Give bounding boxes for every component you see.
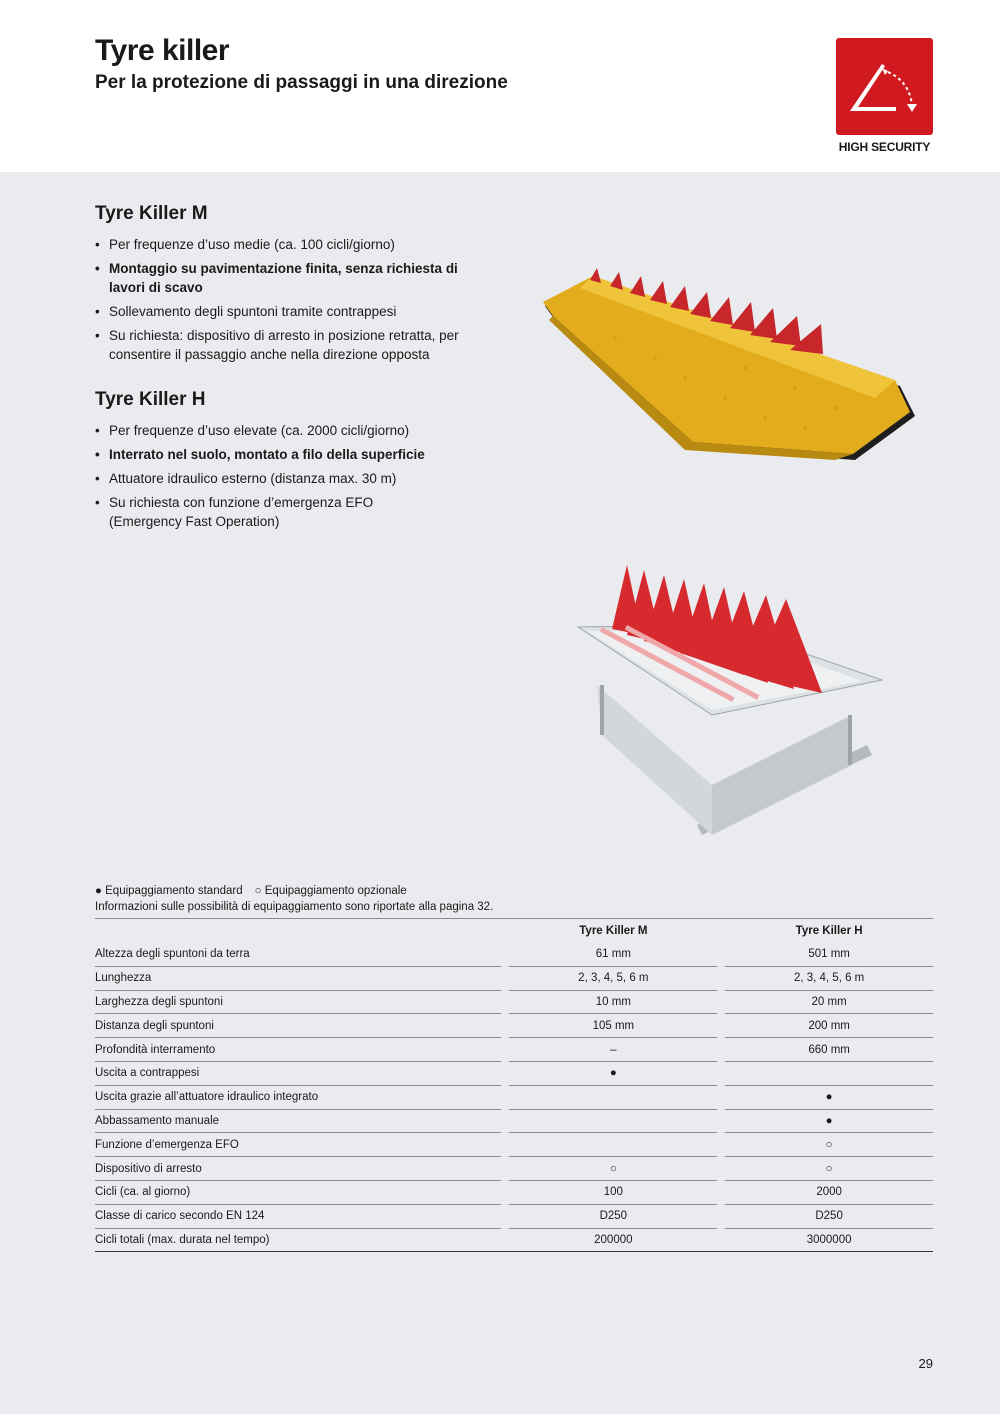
- barrier-angle-icon: [836, 38, 933, 135]
- value-h: 660 mm: [725, 1038, 933, 1062]
- bullet-list-m: [95, 235, 515, 369]
- column-header-m: Tyre Killer M: [579, 924, 648, 937]
- value-h: 200 mm: [725, 1014, 933, 1038]
- row-label: Uscita grazie all’attuatore idraulico integrato: [95, 1085, 501, 1109]
- value-h: ●: [725, 1085, 933, 1109]
- table-row: [95, 1109, 933, 1133]
- bullet-item: • Su richiesta: dispositivo di arresto in posizione retratta, per consentire il passaggio anche nella direzione opposta: [95, 326, 505, 364]
- value-m: 105 mm: [509, 1014, 717, 1038]
- value-m: 10 mm: [509, 990, 717, 1014]
- high-security-label: HIGH SECURITY: [838, 140, 931, 154]
- table-row: [95, 1228, 933, 1252]
- bullet-list-h: [95, 421, 515, 536]
- value-m: [509, 1109, 717, 1133]
- value-h: 2000: [725, 1180, 933, 1204]
- table-row: [95, 1180, 933, 1204]
- value-h: 501 mm: [725, 943, 933, 967]
- tyre-killer-m-image: [535, 268, 925, 468]
- row-label: Lunghezza: [95, 966, 501, 990]
- row-label: Uscita a contrappesi: [95, 1061, 501, 1085]
- value-h: [725, 1061, 933, 1085]
- value-m: 100: [509, 1180, 717, 1204]
- row-label: Profondità interramento: [95, 1038, 501, 1062]
- bullet-item: • Attuatore idraulico esterno (distanza max. 30 m): [95, 469, 515, 488]
- value-m: –: [509, 1038, 717, 1062]
- value-h: 2, 3, 4, 5, 6 m: [725, 966, 933, 990]
- page-header: [0, 0, 1000, 172]
- row-label: Cicli totali (max. durata nel tempo): [95, 1228, 501, 1252]
- table-row: [95, 1085, 933, 1109]
- legend-note: Informazioni sulle possibilità di equipaggiamento sono riportate alla pagina 32.: [95, 901, 494, 913]
- row-label: Altezza degli spuntoni da terra: [95, 943, 501, 967]
- page-subtitle: Per la protezione di passaggi in una direzione: [95, 72, 508, 93]
- row-label: Cicli (ca. al giorno): [95, 1180, 501, 1204]
- bullet-item: • Interrato nel suolo, montato a filo della superficie: [95, 445, 515, 464]
- value-h: ○: [725, 1133, 933, 1157]
- bullet-item: • Per frequenze d’uso elevate (ca. 2000 cicli/giorno): [95, 421, 515, 440]
- table-header-row: [95, 919, 933, 943]
- bullet-item: • Su richiesta con funzione d’emergenza EFO (Emergency Fast Operation): [95, 493, 415, 531]
- row-label: Funzione d’emergenza EFO: [95, 1133, 501, 1157]
- table-row: [95, 1061, 933, 1085]
- table-row: [95, 1133, 933, 1157]
- column-header-h: Tyre Killer H: [795, 924, 863, 937]
- value-m: 61 mm: [509, 943, 717, 967]
- legend: [95, 883, 493, 915]
- row-label: Distanza degli spuntoni: [95, 1014, 501, 1038]
- bullet-item: • Per frequenze d’uso medie (ca. 100 cicli/giorno): [95, 235, 515, 254]
- high-security-logo: [836, 38, 933, 135]
- row-label: Larghezza degli spuntoni: [95, 990, 501, 1014]
- bullet-item: • Montaggio su pavimentazione finita, senza richiesta di lavori di scavo: [95, 259, 490, 297]
- value-h: 3000000: [725, 1228, 933, 1252]
- page-number: 29: [918, 1356, 933, 1371]
- value-h: ○: [725, 1157, 933, 1181]
- row-label: Dispositivo di arresto: [95, 1157, 501, 1181]
- table-row: [95, 990, 933, 1014]
- value-h: 20 mm: [725, 990, 933, 1014]
- table-row: [95, 1204, 933, 1228]
- table-row: [95, 1038, 933, 1062]
- table-row: [95, 1157, 933, 1181]
- bullet-item: • Sollevamento degli spuntoni tramite contrappesi: [95, 302, 515, 321]
- value-m: [509, 1085, 717, 1109]
- value-m: 2, 3, 4, 5, 6 m: [509, 966, 717, 990]
- value-m: ●: [509, 1061, 717, 1085]
- page-title: Tyre killer: [95, 34, 230, 67]
- value-m: D250: [509, 1204, 717, 1228]
- table-row: [95, 1014, 933, 1038]
- row-label: Abbassamento manuale: [95, 1109, 501, 1133]
- table-row: [95, 943, 933, 967]
- value-m: 200000: [509, 1228, 717, 1252]
- spec-table: [95, 918, 933, 1252]
- value-h: D250: [725, 1204, 933, 1228]
- legend-optional: ○ Equipaggiamento opzionale: [254, 885, 407, 897]
- tyre-killer-h-image: [572, 565, 887, 840]
- row-label: Classe di carico secondo EN 124: [95, 1204, 501, 1228]
- value-h: ●: [725, 1109, 933, 1133]
- legend-standard: ● Equipaggiamento standard: [95, 885, 243, 897]
- section-title-h: Tyre Killer H: [95, 389, 206, 410]
- value-m: ○: [509, 1157, 717, 1181]
- section-title-m: Tyre Killer M: [95, 203, 208, 224]
- table-row: [95, 966, 933, 990]
- value-m: [509, 1133, 717, 1157]
